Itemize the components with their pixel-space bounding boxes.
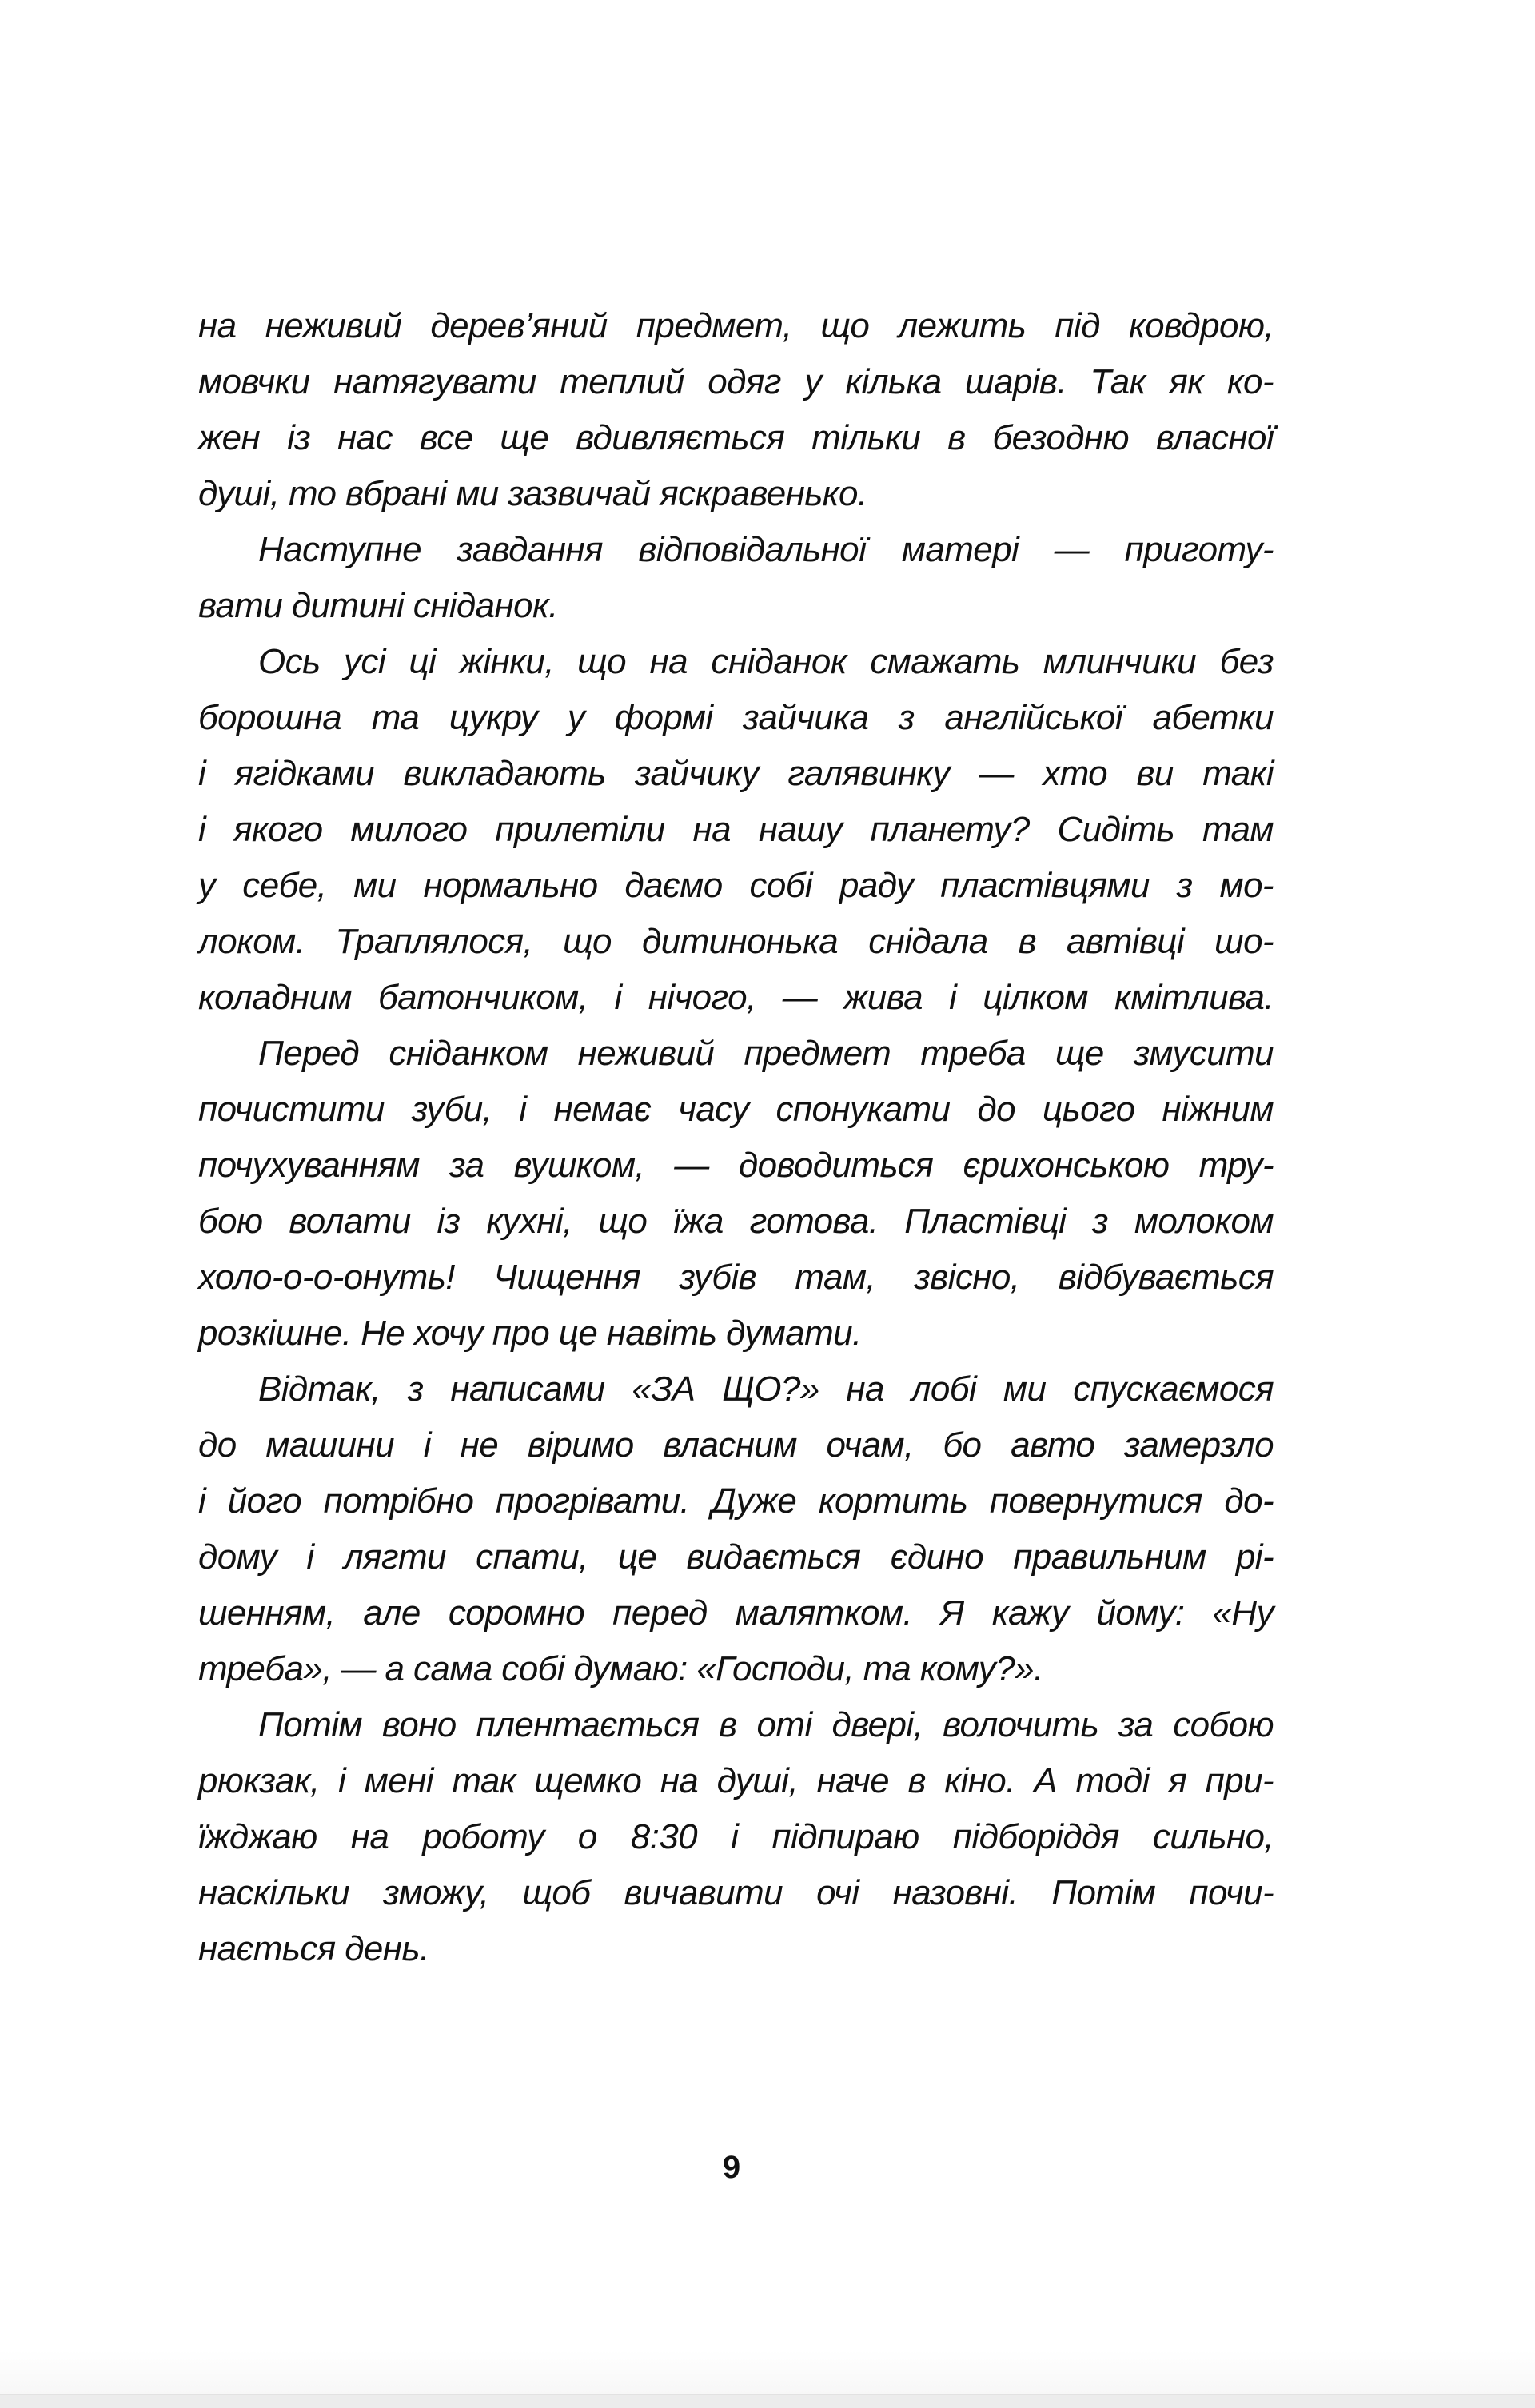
text-line: і ягідками викладають зайчику галявинку — хто ви такі bbox=[198, 754, 1274, 793]
text-line: до машини і не віримо власним очам, бо авто замерзло bbox=[198, 1425, 1274, 1465]
text-line: нається день. bbox=[198, 1929, 429, 1968]
text-line: локом. Траплялося, що дитинонька снідала в автівці шо- bbox=[198, 922, 1274, 961]
text-line: розкішне. Не хочу про це навіть думати. bbox=[198, 1314, 862, 1353]
text-line: бою волати із кухні, що їжа готова. Пластівці з молоком bbox=[198, 1202, 1274, 1241]
text-line: дому і лягти спати, це видається єдино правильним рі- bbox=[198, 1537, 1274, 1577]
text-line: почухуванням за вушком, — доводиться єрихонською тру- bbox=[198, 1146, 1274, 1185]
text-line: наскільки зможу, щоб вичавити очі назовні. Потім почи- bbox=[198, 1873, 1274, 1912]
text-line: борошна та цукру у формі зайчика з англійської абетки bbox=[198, 698, 1274, 737]
text-line: Наступне завдання відповідальної матері — приготу- bbox=[258, 530, 1274, 569]
text-line: вати дитині сніданок. bbox=[198, 586, 558, 625]
text-line: у себе, ми нормально даємо собі раду пластівцями з мо- bbox=[198, 866, 1274, 905]
text-line: їжджаю на роботу о 8:30 і підпираю підборіддя сильно, bbox=[198, 1817, 1274, 1856]
page-bottom-edge bbox=[0, 2394, 1535, 2408]
text-line: Перед сніданком неживий предмет треба ще змусити bbox=[258, 1034, 1274, 1073]
text-line: і його потрібно прогрівати. Дуже кортить повернутися до- bbox=[198, 1481, 1274, 1521]
text-line: мовчки натягувати теплий одяг у кілька шарів. Так як ко- bbox=[198, 362, 1274, 401]
text-line: рюкзак, і мені так щемко на душі, наче в кіно. А тоді я при- bbox=[198, 1761, 1274, 1800]
text-line: шенням, але соромно перед малятком. Я кажу йому: «Ну bbox=[198, 1593, 1274, 1633]
text-line: Ось усі ці жінки, що на сніданок смажать млинчики без bbox=[258, 642, 1274, 681]
text-line: треба», — а сама собі думаю: «Господи, та кому?». bbox=[198, 1649, 1043, 1688]
text-line: коладним батончиком, і нічого, — жива і цілком кмітлива. bbox=[198, 978, 1274, 1017]
body-text bbox=[198, 298, 1274, 1977]
text-line: Потім воно плентається в оті двері, волочить за собою bbox=[258, 1705, 1274, 1744]
text-line: холо-о-о-онуть! Чищення зубів там, звісно, відбувається bbox=[198, 1258, 1274, 1297]
text-line: Відтак, з написами «ЗА ЩО?» на лобі ми спускаємося bbox=[258, 1369, 1274, 1409]
text-line: душі, то вбрані ми зазвичай яскравенько. bbox=[198, 474, 867, 513]
text-line: почистити зуби, і немає часу спонукати до цього ніжним bbox=[198, 1090, 1274, 1129]
text-line: на неживий дерев’яний предмет, що лежить під ковдрою, bbox=[198, 306, 1274, 345]
page-number: 9 bbox=[722, 2150, 741, 2185]
text-line: жен із нас все ще вдивляється тільки в безодню власної bbox=[198, 418, 1274, 457]
text-line: і якого милого прилетіли на нашу планету? Сидіть там bbox=[198, 810, 1274, 849]
